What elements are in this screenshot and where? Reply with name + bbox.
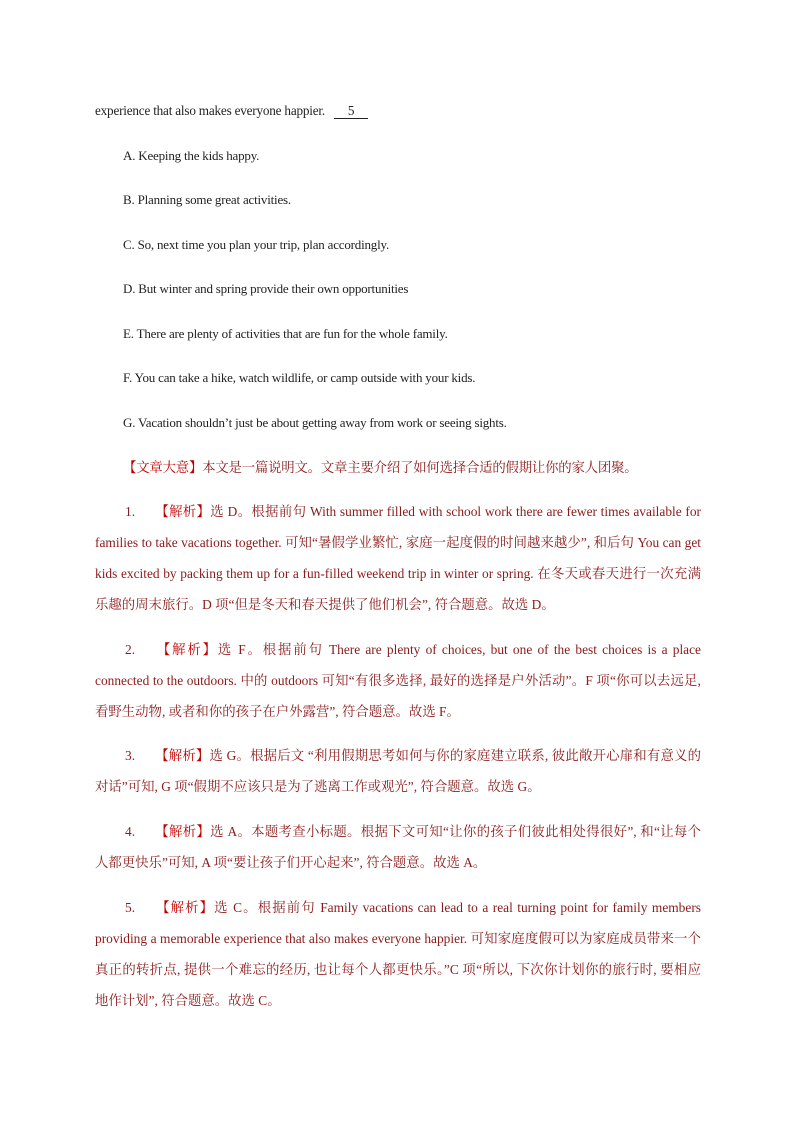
analysis-tag: 【解析】	[155, 748, 210, 763]
option-c: C. So, next time you plan your trip, plan accordingly.	[123, 237, 390, 252]
intro-line	[95, 103, 368, 119]
summary	[123, 457, 637, 476]
analysis-number: 5.	[125, 900, 136, 915]
option-g: G. Vacation shouldn’t just be about getting away from work or seeing sights.	[123, 415, 507, 430]
analysis-tag: 【解析】	[155, 642, 218, 657]
analysis-2	[95, 634, 701, 727]
analysis-number: 2.	[125, 642, 136, 657]
answer-blank: 5	[334, 104, 368, 119]
option-e: E. There are plenty of activities that are fun for the whole family.	[123, 326, 448, 341]
analysis-4	[95, 816, 701, 878]
summary-text: 本文是一篇说明文。文章主要介绍了如何选择合适的假期让你的家人团聚。	[202, 460, 638, 475]
analysis-3	[95, 740, 701, 802]
analysis-text: 选 C。根据前句 Family vacations can lead to a real turning point for family members providing a memorable experience that also makes everyone happier. 可知家庭度假可以为家庭成员带来一个真正的转折点, 提供一个难忘的经历, 也让每个人都更快乐。”C 项“所以, 下次你计划你的旅行时, 要相应地作计划”, 符合题意。故选 C。	[95, 900, 701, 1008]
option-b: B. Planning some great activities.	[123, 192, 291, 207]
summary-tag: 【文章大意】	[123, 460, 203, 475]
option-d: D. But winter and spring provide their own opportunities	[123, 281, 409, 296]
analysis-number: 3.	[125, 748, 136, 763]
analysis-1	[95, 496, 701, 620]
analysis-tag: 【解析】	[155, 900, 215, 915]
analysis-text: 选 D。根据前句 With summer filled with school work there are fewer times available for families to take vacations together. 可知“暑假学业繁忙, 家庭一起度假的时间越来越少”, 和后句 You can get kids excited by packing them up for a fun-filled weekend trip in winter or spring. 在冬天或春天进行一次充满乐趣的周末旅行。D 项“但是冬天和春天提供了他们机会”, 符合题意。故选 D。	[95, 504, 701, 612]
analysis-5	[95, 892, 701, 1016]
analysis-text: 选 F。根据前句 There are plenty of choices, but one of the best choices is a place connected to the outdoors. 中的 outdoors 可知“有很多选择, 最好的选择是户外活动”。F 项“你可以去远足, 看野生动物, 或者和你的孩子在户外露营”, 符合题意。故选 F。	[95, 642, 702, 719]
option-f: F. You can take a hike, watch wildlife, or camp outside with your kids.	[123, 370, 476, 385]
intro-text: experience that also makes everyone happier.	[95, 103, 325, 118]
option-a: A. Keeping the kids happy.	[123, 148, 260, 163]
analysis-tag: 【解析】	[155, 504, 211, 519]
analysis-number: 4.	[125, 824, 136, 839]
analysis-text: 选 A。本题考查小标题。根据下文可知“让你的孩子们彼此相处得很好”, 和“让每个人都更快乐”可知, A 项“要让孩子们开心起来”, 符合题意。故选 A。	[95, 824, 702, 870]
analysis-text: 选 G。根据后文 “利用假期思考如何与你的家庭建立联系, 彼此敞开心扉和有意义的对话”可知, G 项“假期不应该只是为了逃离工作或观光”, 符合题意。故选 G。	[95, 748, 701, 794]
analysis-number: 1.	[125, 504, 136, 519]
analysis-tag: 【解析】	[155, 824, 211, 839]
